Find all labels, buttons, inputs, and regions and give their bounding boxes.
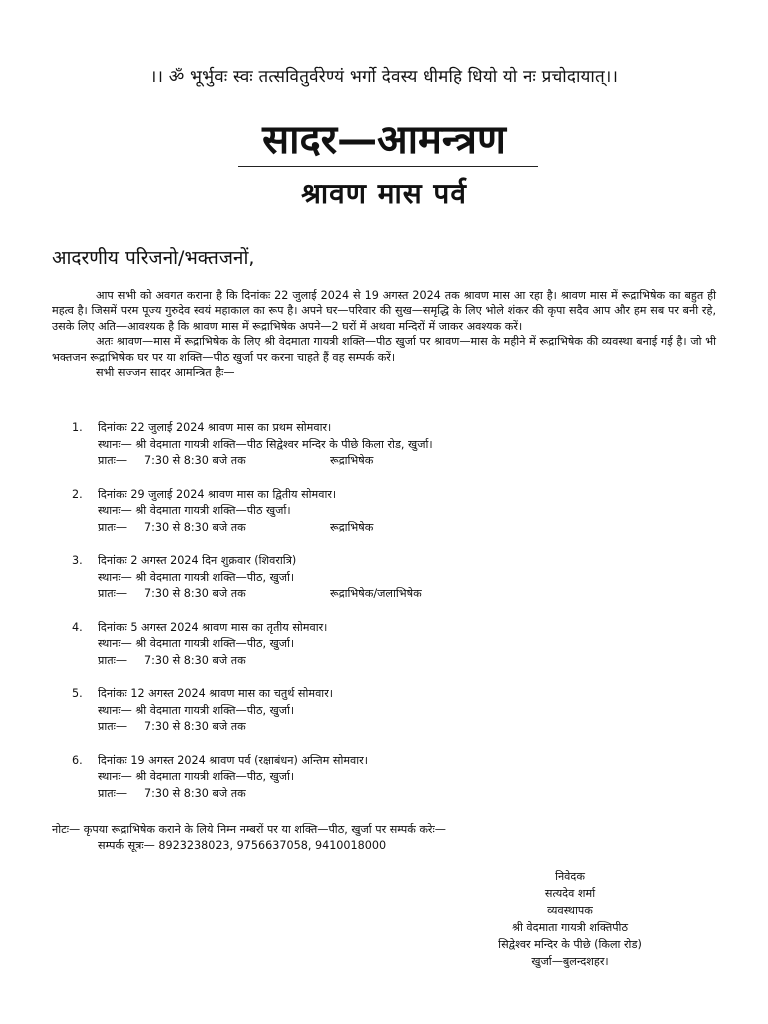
event-date: दिनांकः 2 अगस्त 2024 दिन शुक्रवार (शिवरात्रि) bbox=[98, 554, 297, 567]
event-place: स्थानः— श्री वेदमाता गायत्री शक्ति—पीठ खुर्जा। bbox=[98, 504, 291, 517]
event-place: स्थानः— श्री वेदमाता गायत्री शक्ति—पीठ, खुर्जा। bbox=[98, 703, 295, 717]
event-place: स्थानः— श्री वेदमाता गायत्री शक्ति—पीठ, खुर्जा। bbox=[98, 770, 295, 783]
event-place: स्थानः— श्री वेदमाता गायत्री शक्ति—पीठ, खुर्जा। bbox=[98, 637, 295, 650]
event-item-4 bbox=[72, 620, 692, 670]
event-number: 4. bbox=[72, 620, 83, 634]
event-time: 7:30 से 8:30 बजे तक bbox=[144, 786, 246, 800]
signature-address: सिद्वेश्वर मन्दिर के पीछे (किला रोड) bbox=[498, 938, 642, 951]
event-item-3 bbox=[72, 553, 692, 603]
event-date: दिनांकः 5 अगस्त 2024 श्रावण मास का तृतीय सोमवार। bbox=[98, 620, 328, 634]
event-item-2 bbox=[72, 487, 692, 537]
event-number: 6. bbox=[72, 753, 83, 767]
event-time: 7:30 से 8:30 बजे तक bbox=[144, 587, 246, 600]
page-title: सादर—आमन्त्रण bbox=[262, 117, 506, 163]
signature-name: सत्यदेव शर्मा bbox=[544, 887, 596, 900]
gayatri-mantra: ।। ॐ भूर्भुवः स्वः तत्सवितुर्वरेण्यं भर्गो देवस्य धीमहि धियो यो नः प्रचोदायात्।। bbox=[149, 67, 619, 87]
event-place: स्थानः— श्री वेदमाता गायत्री शक्ति—पीठ, खुर्जा। bbox=[98, 570, 295, 584]
intro-paragraph-2: अतः श्रावण—मास में रूद्राभिषेक के लिए श्री वेदमाता गायत्री शक्ति—पीठ खुर्जा पर श्रावण—मास के महीने में रूद्राभिषेक की व्यवस्था बनाई गई है। जो भी भक्तजन रूद्राभिषेक घर पर या शक्ति—पीठ खुर्जा पर करना चाहते हैं वह सम्पर्क करें। bbox=[52, 335, 716, 364]
event-time-label: प्रातः— bbox=[98, 786, 128, 800]
event-item-6 bbox=[72, 753, 692, 803]
contact-numbers: सम्पर्क सूत्रः— 8923238023, 9756637058, 9410018000 bbox=[98, 839, 387, 852]
contact-note bbox=[52, 822, 712, 854]
event-date: दिनांकः 12 अगस्त 2024 श्रावण मास का चतुर्थ सोमवार। bbox=[98, 687, 334, 700]
intro-text bbox=[52, 288, 716, 380]
event-date: दिनांकः 22 जुलाई 2024 श्रावण मास का प्रथम सोमवार। bbox=[98, 421, 332, 434]
greeting: आदरणीय परिजनो/भक्तजनों, bbox=[52, 247, 255, 269]
title-underline bbox=[238, 166, 538, 167]
event-item-1 bbox=[72, 420, 692, 470]
event-number: 3. bbox=[72, 554, 83, 567]
event-time: 7:30 से 8:30 बजे तक bbox=[144, 454, 246, 467]
event-item-5 bbox=[72, 686, 692, 736]
event-time: 7:30 से 8:30 बजे तक bbox=[144, 653, 246, 667]
page-subtitle: श्रावण मास पर्व bbox=[301, 177, 467, 210]
event-rite: रूद्राभिषेक bbox=[330, 454, 374, 467]
event-date: दिनांकः 29 जुलाई 2024 श्रावण मास का द्वितीय सोमवार। bbox=[98, 487, 337, 501]
event-time: 7:30 से 8:30 बजे तक bbox=[144, 720, 246, 733]
signature-city: खुर्जा—बुलन्दशहर। bbox=[531, 955, 609, 968]
event-time-label: प्रातः— bbox=[98, 520, 128, 534]
event-time-label: प्रातः— bbox=[98, 720, 128, 733]
intro-paragraph-3: सभी सज्जन सादर आमन्त्रित हैः— bbox=[96, 366, 235, 380]
event-list bbox=[72, 420, 692, 819]
event-number: 1. bbox=[72, 421, 83, 434]
event-place: स्थानः— श्री वेदमाता गायत्री शक्ति—पीठ सिद्वेश्वर मन्दिर के पीछे किला रोड, खुर्जा। bbox=[98, 437, 433, 451]
event-rite: रूद्राभिषेक bbox=[330, 520, 374, 534]
intro-paragraph-1: आप सभी को अवगत कराना है कि दिनांकः 22 जुलाई 2024 से 19 अगस्त 2024 तक श्रावण मास आ रहा है। श्रावण मास में रूद्राभिषेक का बहुत ही महत्व है। जिसमें परम पूज्य गुरुदेव स्वयं महाकाल का रूप है। अपने घर—परिवार की सुख—समृद्धि के लिए भोले शंकर की कृपा सदैव आप और हम सब पर बनी रहे, उसके लिए अति—आवश्यक है कि श्रावण मास में रूद्राभिषेक अपने—2 घरों में अथवा मन्दिरों में जाकर अवश्यक करें। bbox=[52, 289, 716, 333]
event-time: 7:30 से 8:30 बजे तक bbox=[144, 520, 246, 534]
note-text: नोटः— कृपया रूद्राभिषेक कराने के लिये निम्न नम्बरों पर या शक्ति—पीठ, खुर्जा पर सम्पर्क करेः— bbox=[52, 823, 446, 836]
event-time-label: प्रातः— bbox=[98, 454, 128, 467]
event-time-label: प्रातः— bbox=[98, 587, 128, 600]
event-number: 5. bbox=[72, 687, 83, 700]
signature-line-1: निवेदक bbox=[555, 870, 585, 883]
event-time-label: प्रातः— bbox=[98, 653, 128, 667]
signature-role: व्यवस्थापक bbox=[547, 904, 593, 917]
event-date: दिनांकः 19 अगस्त 2024 श्रावण पर्व (रक्षाबंधन) अन्तिम सोमवार। bbox=[98, 753, 368, 767]
event-rite: रूद्राभिषेक/जलाभिषेक bbox=[330, 587, 422, 600]
signature-org: श्री वेदमाता गायत्री शक्तिपीठ bbox=[512, 921, 628, 934]
signature-block bbox=[470, 868, 670, 970]
event-number: 2. bbox=[72, 487, 83, 501]
